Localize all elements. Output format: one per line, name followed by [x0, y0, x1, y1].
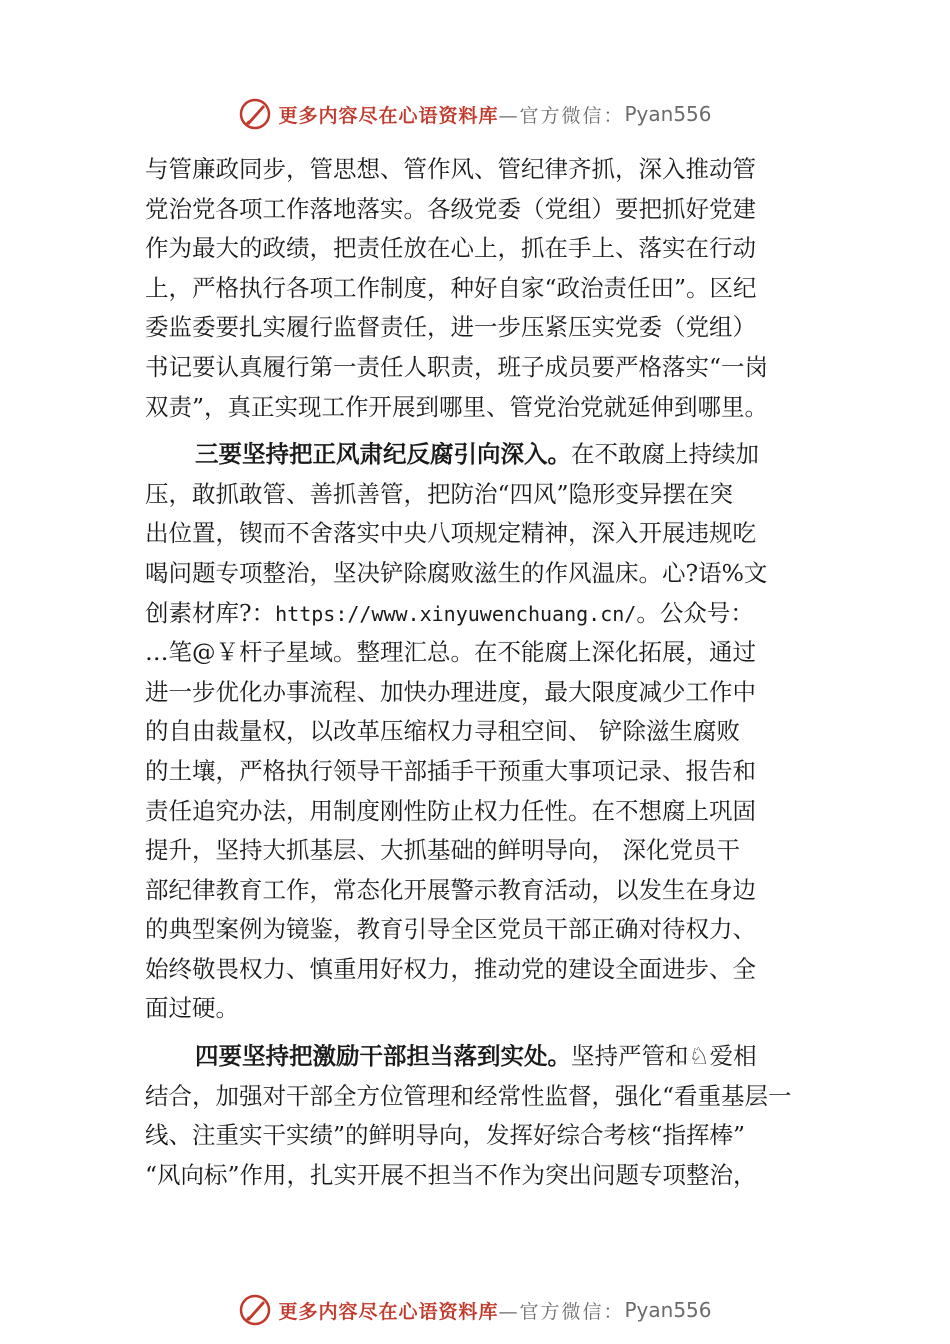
text-line: 提升，坚持大抓基层、大抓基础的鲜明导向， 深化党员干	[145, 836, 740, 865]
text-span: 。公众号：	[636, 598, 754, 627]
banner-wechat-label: —官方微信：	[498, 104, 625, 127]
section-heading-3: 三要坚持把正风肃纪反腐引向深入。	[195, 440, 571, 469]
text-line: 作为最大的政绩，把责任放在心上，抓在手上、落实在行动	[145, 234, 756, 263]
text-line: 双责”，真正实现工作开展到哪里、管党治党就延伸到哪里。	[145, 392, 769, 421]
website-url: https://www.xinyuwenchuang.cn/	[275, 601, 637, 626]
banner-wechat-label: —官方微信：	[498, 1300, 625, 1323]
text-line: 出位置，锲而不舍落实中央八项规定精神，深入开展违规吃	[145, 519, 756, 548]
text-line: 压，敢抓敢管、善抓善管，把防治“四风”隐形变异摆在突	[145, 479, 734, 508]
text-line: 与管廉政同步，管思想、管作风、管纪律齐抓，深入推动管	[145, 155, 756, 183]
banner-wechat-id: Pyan556	[624, 1298, 712, 1322]
footer-banner	[0, 1290, 950, 1330]
text-line: “风向标”作用，扎实开展不担当不作为突出问题专项整治，	[145, 1160, 757, 1189]
text-line: 上，严格执行各项工作制度，种好自家“政治责任田”。区纪	[145, 273, 757, 302]
text-line: 的自由裁量权，以改革压缩权力寻租空间、 铲除滋生腐败	[145, 717, 740, 746]
quill-logo-icon	[238, 1293, 272, 1327]
text-line: 责任追究办法，用制度刚性防止权力任性。在不想腐上巩固	[145, 796, 756, 825]
document-body	[145, 150, 825, 1195]
text-line: 线、注重实干实绩”的鲜明导向，发挥好综合考核“指挥棒”	[145, 1121, 746, 1150]
text-line: 结合，加强对干部全方位管理和经常性监督，强化“看重基层一	[145, 1081, 792, 1110]
text-line: 部纪律教育工作，常态化开展警示教育活动，以发生在身边	[145, 875, 756, 904]
text-line: 进一步优化办事流程、加快办理进度，最大限度减少工作中	[145, 677, 756, 706]
url-line	[145, 594, 825, 634]
text-span: 坚持严管和♘爱相	[571, 1042, 757, 1071]
paragraph-heading-line	[145, 1037, 825, 1077]
text-line: 始终敬畏权力、慎重用好权力，推动党的建设全面进步、全	[145, 954, 756, 983]
quill-logo-icon	[238, 97, 272, 131]
banner-site-name: 更多内容尽在心语资料库	[278, 104, 499, 127]
banner-wechat-id: Pyan556	[624, 102, 712, 126]
text-line: …笔@￥杆子星域。整理汇总。在不能腐上深化拓展，通过	[145, 638, 756, 667]
banner-site-name: 更多内容尽在心语资料库	[278, 1300, 499, 1323]
section-heading-4: 四要坚持把激励干部担当落到实处。	[195, 1042, 571, 1071]
paragraph-heading-line	[145, 435, 825, 475]
header-banner	[0, 94, 950, 134]
text-line: 的土壤，严格执行领导干部插手干预重大事项记录、报告和	[145, 756, 756, 785]
text-line: 面过硬。	[145, 994, 239, 1023]
text-line: 书记要认真履行第一责任人职责，班子成员要严格落实“一岗	[145, 352, 769, 381]
text-line: 喝问题专项整治，坚决铲除腐败滋生的作风温床。心?语%文	[145, 558, 768, 587]
text-line: 委监委要扎实履行监督责任，进一步压紧压实党委（党组）	[145, 313, 756, 342]
text-span: 创素材库?：	[145, 598, 276, 627]
text-line: 党治党各项工作落地落实。各级党委（党组）要把抓好党建	[145, 194, 756, 223]
text-span: 在不敢腐上持续加	[571, 440, 759, 469]
text-line: 的典型案例为镜鉴，教育引导全区党员干部正确对待权力、	[145, 915, 756, 944]
